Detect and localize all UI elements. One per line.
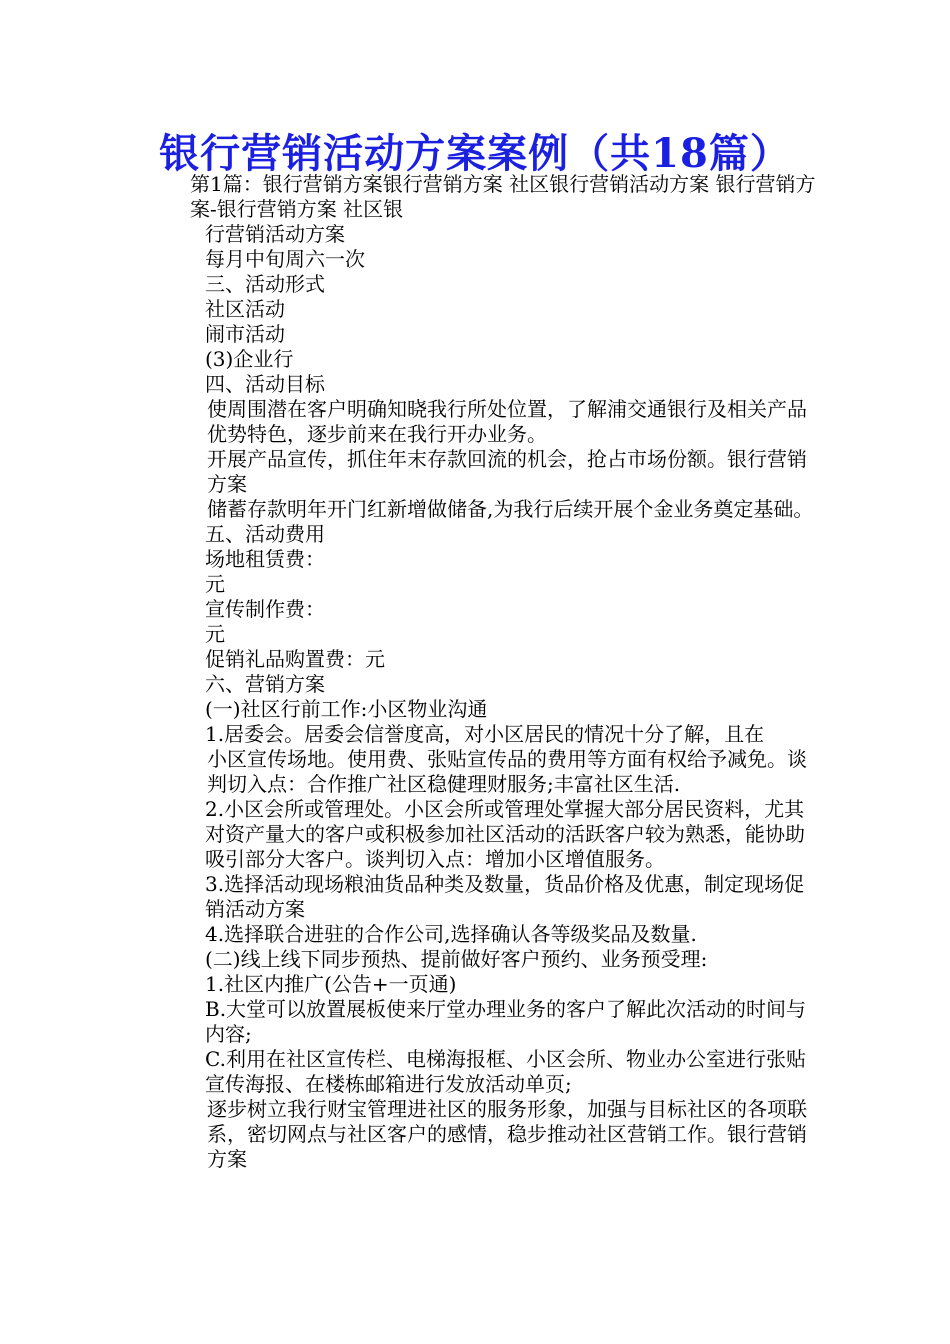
paragraph: 使周围潜在客户明确知晓我行所处位置，了解浦交通银行及相关产品优势特色，逐步前来在我行开办业务。 bbox=[207, 397, 807, 446]
paragraph: 开展产品宣传，抓住年末存款回流的机会，抢占市场份额。银行营销方案 bbox=[207, 447, 807, 496]
section-heading: 三、活动形式 bbox=[205, 272, 325, 296]
paragraph: B.大堂可以放置展板使来厅堂办理业务的客户了解此次活动的时间与内容; bbox=[205, 997, 807, 1046]
paragraph: 宣传制作费： bbox=[205, 597, 325, 621]
paragraph: 场地租赁费： bbox=[205, 547, 325, 571]
paragraph: 第1篇：银行营销方案银行营销方案 社区银行营销活动方案 银行营销方案-银行营销方案 社区银 bbox=[190, 172, 816, 221]
paragraph: 2.小区会所或管理处。小区会所或管理处掌握大部分居民资料，尤其对资产量大的客户或积极参加社区活动的活跃客户较为熟悉，能协助吸引部分大客户。谈判切入点：增加小区增值服务。 bbox=[205, 797, 805, 871]
paragraph: (二)线上线下同步预热、提前做好客户预约、业务预受理: bbox=[205, 947, 708, 971]
paragraph: 4.选择联合进驻的合作公司,选择确认各等级奖品及数量. bbox=[205, 922, 697, 946]
paragraph: 每月中旬周六一次 bbox=[205, 247, 365, 271]
paragraph: 储蓄存款明年开门红新增做储备,为我行后续开展个金业务奠定基础。 bbox=[207, 497, 814, 521]
paragraph: 闹市活动 bbox=[205, 322, 285, 346]
paragraph: 促销礼品购置费：元 bbox=[205, 647, 385, 671]
paragraph: (3)企业行 bbox=[205, 347, 294, 371]
paragraph: 逐步树立我行财宝管理进社区的服务形象，加强与目标社区的各项联系，密切网点与社区客户的感情，稳步推动社区营销工作。银行营销方案 bbox=[207, 1097, 807, 1171]
paragraph: C.利用在社区宣传栏、电梯海报框、小区会所、物业办公室进行张贴宣传海报、在楼栋邮箱进行发放活动单页; bbox=[205, 1047, 806, 1096]
paragraph: 社区活动 bbox=[205, 297, 285, 321]
document-body bbox=[145, 172, 820, 1172]
paragraph: 3.选择活动现场粮油货品种类及数量，货品价格及优惠，制定现场促销活动方案 bbox=[205, 872, 805, 921]
section-heading: 四、活动目标 bbox=[205, 372, 325, 396]
paragraph: 元 bbox=[205, 622, 225, 646]
paragraph: 元 bbox=[205, 572, 225, 596]
paragraph: 1.社区内推广(公告+一页通) bbox=[205, 972, 457, 996]
document-title: 银行营销活动方案案例（共18篇） bbox=[159, 130, 791, 177]
section-heading: 五、活动费用 bbox=[205, 522, 325, 546]
paragraph: 小区宣传场地。使用费、张贴宣传品的费用等方面有权给予减免。谈判切入点：合作推广社区稳健理财服务;丰富社区生活. bbox=[207, 747, 807, 796]
section-heading: 六、营销方案 bbox=[205, 672, 325, 696]
paragraph: 1.居委会。居委会信誉度高，对小区居民的情况十分了解，且在 bbox=[205, 722, 765, 746]
paragraph: (一)社区行前工作:小区物业沟通 bbox=[205, 697, 488, 721]
paragraph: 行营销活动方案 bbox=[205, 222, 345, 246]
